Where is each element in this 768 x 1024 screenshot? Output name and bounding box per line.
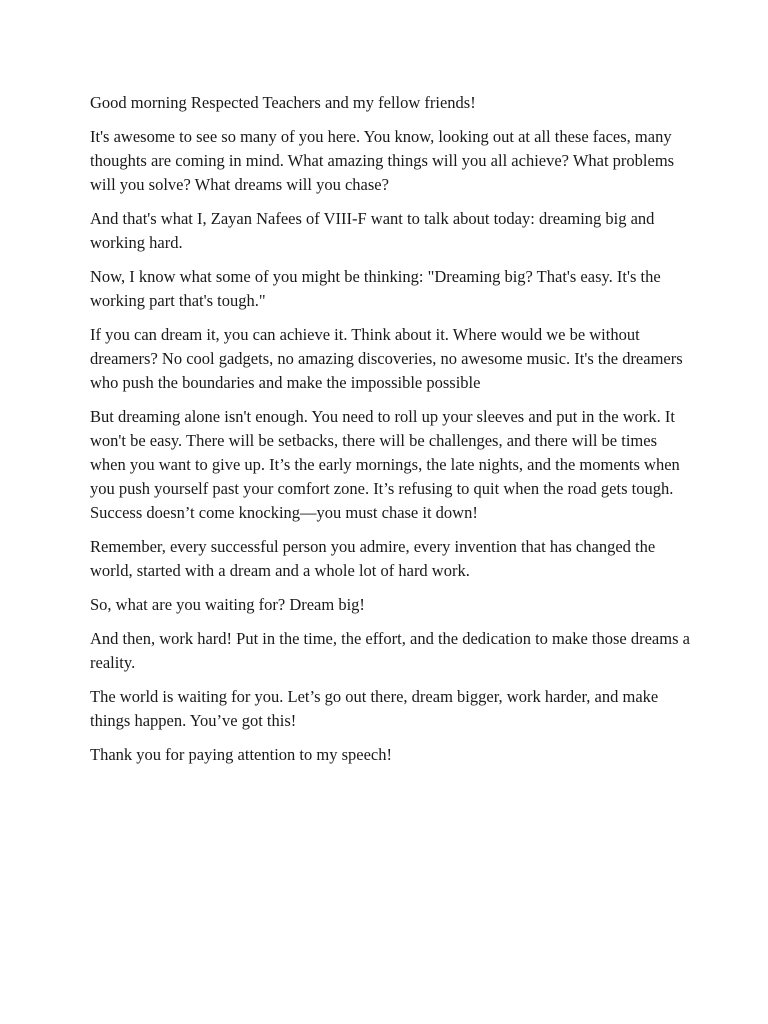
paragraph-objection: Now, I know what some of you might be thinking: "Dreaming big? That's easy. It's the working part that's tough."	[90, 267, 661, 310]
paragraph-thanks: Thank you for paying attention to my speech!	[90, 745, 392, 764]
paragraph-dream-big: So, what are you waiting for? Dream big!	[90, 595, 365, 614]
paragraph-world-waiting: The world is waiting for you. Let’s go out there, dream bigger, work harder, and make things happen. You’ve got this!	[90, 687, 659, 730]
speech-body	[90, 91, 690, 777]
paragraph-greeting: Good morning Respected Teachers and my fellow friends!	[90, 93, 476, 112]
paragraph-work-hard: And then, work hard! Put in the time, the effort, and the dedication to make those dreams a reality.	[90, 629, 690, 672]
paragraph-intro: It's awesome to see so many of you here. You know, looking out at all these faces, many thoughts are coming in mind. What amazing things will you all achieve? What problems will you solve? What dreams will you chase?	[90, 127, 675, 194]
paragraph-remember: Remember, every successful person you admire, every invention that has changed the world, started with a dream and a whole lot of hard work.	[90, 537, 656, 580]
paragraph-hard-work: But dreaming alone isn't enough. You need to roll up your sleeves and put in the work. It won't be easy. There will be setbacks, there will be challenges, and there will be times when you want to give up. It’s the early mornings, the late nights, and the moments when you push yourself past your comfort zone. It’s refusing to quit when the road gets tough. Success doesn’t come knocking—you must chase it down!	[90, 407, 680, 522]
paragraph-dreamers: If you can dream it, you can achieve it. Think about it. Where would we be without dreamers? No cool gadgets, no amazing discoveries, no awesome music. It's the dreamers who push the boundaries and make the impossible possible	[90, 325, 683, 392]
paragraph-topic: And that's what I, Zayan Nafees of VIII-F want to talk about today: dreaming big and working hard.	[90, 209, 655, 252]
